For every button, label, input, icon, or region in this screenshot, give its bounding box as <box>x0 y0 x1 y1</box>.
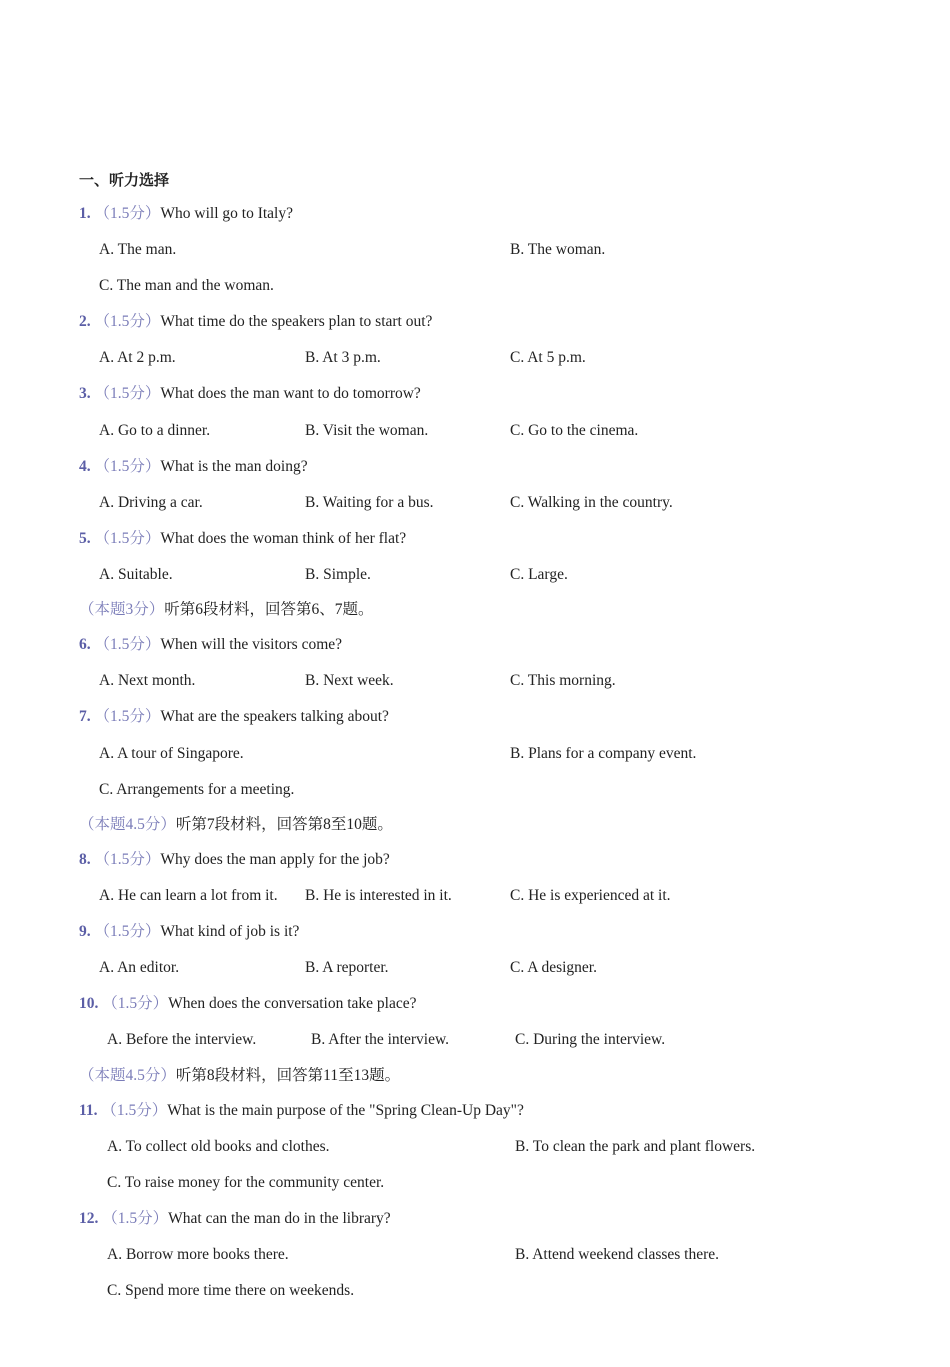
option-a: A. Before the interview. <box>107 1031 257 1048</box>
question-text: When does the conversation take place? <box>168 995 417 1012</box>
option-a: A. Suitable. <box>99 566 173 583</box>
option-b: B. At 3 p.m. <box>305 349 381 366</box>
note-text: 听第6段材料，回答第6、7题。 <box>164 601 374 618</box>
option-c: C. Arrangements for a meeting. <box>99 781 295 798</box>
question-text: What is the man doing? <box>160 458 308 475</box>
question-score: （1.5分） <box>94 708 161 725</box>
question-score: （1.5分） <box>94 923 161 940</box>
section-title: 一、听力选择 <box>79 171 170 189</box>
question-text: What does the man want to do tomorrow? <box>160 385 421 402</box>
option-b: B. To clean the park and plant flowers. <box>515 1138 756 1155</box>
option-c: C. The man and the woman. <box>99 277 274 294</box>
question-text: What does the woman think of her flat? <box>160 530 407 547</box>
option-c: C. Large. <box>510 566 568 583</box>
question-number: 8. <box>79 851 91 868</box>
question-2 <box>79 312 432 332</box>
question-7 <box>79 707 389 727</box>
option-a: A. Borrow more books there. <box>107 1246 289 1263</box>
question-score: （1.5分） <box>94 205 161 222</box>
question-number: 10. <box>79 995 99 1012</box>
question-text: What are the speakers talking about? <box>160 708 389 725</box>
question-text: What time do the speakers plan to start out? <box>160 313 433 330</box>
option-a: A. A tour of Singapore. <box>99 745 244 762</box>
question-number: 1. <box>79 205 91 222</box>
option-b: B. Simple. <box>305 566 371 583</box>
passage-note <box>79 1066 400 1086</box>
option-a: A. The man. <box>99 241 177 258</box>
option-a: A. Driving a car. <box>99 494 203 511</box>
option-b: B. Visit the woman. <box>305 422 429 439</box>
note-score: （本题4.5分） <box>79 816 176 833</box>
option-b: B. A reporter. <box>305 959 389 976</box>
question-number: 5. <box>79 530 91 547</box>
question-number: 4. <box>79 458 91 475</box>
question-score: （1.5分） <box>94 530 161 547</box>
option-c: C. A designer. <box>510 959 597 976</box>
question-score: （1.5分） <box>94 636 161 653</box>
question-score: （1.5分） <box>94 313 161 330</box>
question-6 <box>79 635 342 655</box>
passage-note <box>79 600 374 620</box>
note-score: （本题4.5分） <box>79 1067 176 1084</box>
note-text: 听第8段材料，回答第11至13题。 <box>175 1067 401 1084</box>
question-score: （1.5分） <box>102 995 169 1012</box>
option-b: B. The woman. <box>510 241 606 258</box>
question-score: （1.5分） <box>94 385 161 402</box>
passage-note <box>79 815 393 835</box>
option-c: C. To raise money for the community center. <box>107 1174 385 1191</box>
question-number: 2. <box>79 313 91 330</box>
option-b: B. Next week. <box>305 672 394 689</box>
question-score: （1.5分） <box>101 1102 168 1119</box>
question-text: What is the main purpose of the "Spring Clean-Up Day"? <box>167 1102 524 1119</box>
option-a: A. An editor. <box>99 959 180 976</box>
option-c: C. Go to the cinema. <box>510 422 639 439</box>
question-8 <box>79 850 390 870</box>
question-number: 3. <box>79 385 91 402</box>
question-score: （1.5分） <box>94 851 161 868</box>
question-1 <box>79 204 293 224</box>
option-c: C. Spend more time there on weekends. <box>107 1282 355 1299</box>
question-number: 9. <box>79 923 91 940</box>
option-b: B. Waiting for a bus. <box>305 494 434 511</box>
question-text: What can the man do in the library? <box>168 1210 391 1227</box>
option-c: C. Walking in the country. <box>510 494 673 511</box>
option-b: B. He is interested in it. <box>305 887 452 904</box>
question-text: Why does the man apply for the job? <box>160 851 390 868</box>
question-number: 12. <box>79 1210 99 1227</box>
option-a: A. He can learn a lot from it. <box>99 887 278 904</box>
question-5 <box>79 529 406 549</box>
option-c: C. This morning. <box>510 672 616 689</box>
question-number: 7. <box>79 708 91 725</box>
option-b: B. Attend weekend classes there. <box>515 1246 720 1263</box>
question-10 <box>79 994 416 1014</box>
question-score: （1.5分） <box>102 1210 169 1227</box>
question-11 <box>79 1101 524 1121</box>
option-b: B. After the interview. <box>311 1031 450 1048</box>
question-text: What kind of job is it? <box>160 923 300 940</box>
option-a: A. To collect old books and clothes. <box>107 1138 330 1155</box>
note-score: （本题3分） <box>79 601 165 618</box>
question-4 <box>79 457 308 477</box>
option-c: C. At 5 p.m. <box>510 349 586 366</box>
question-text: When will the visitors come? <box>160 636 343 653</box>
option-c: C. He is experienced at it. <box>510 887 671 904</box>
question-number: 11. <box>79 1102 98 1119</box>
question-12 <box>79 1209 391 1229</box>
option-a: A. At 2 p.m. <box>99 349 176 366</box>
question-9 <box>79 922 299 942</box>
option-b: B. Plans for a company event. <box>510 745 697 762</box>
option-c: C. During the interview. <box>515 1031 666 1048</box>
note-text: 听第7段材料，回答第8至10题。 <box>175 816 393 833</box>
option-a: A. Go to a dinner. <box>99 422 211 439</box>
option-a: A. Next month. <box>99 672 196 689</box>
question-number: 6. <box>79 636 91 653</box>
question-score: （1.5分） <box>94 458 161 475</box>
question-3 <box>79 384 421 404</box>
question-text: Who will go to Italy? <box>160 205 293 222</box>
